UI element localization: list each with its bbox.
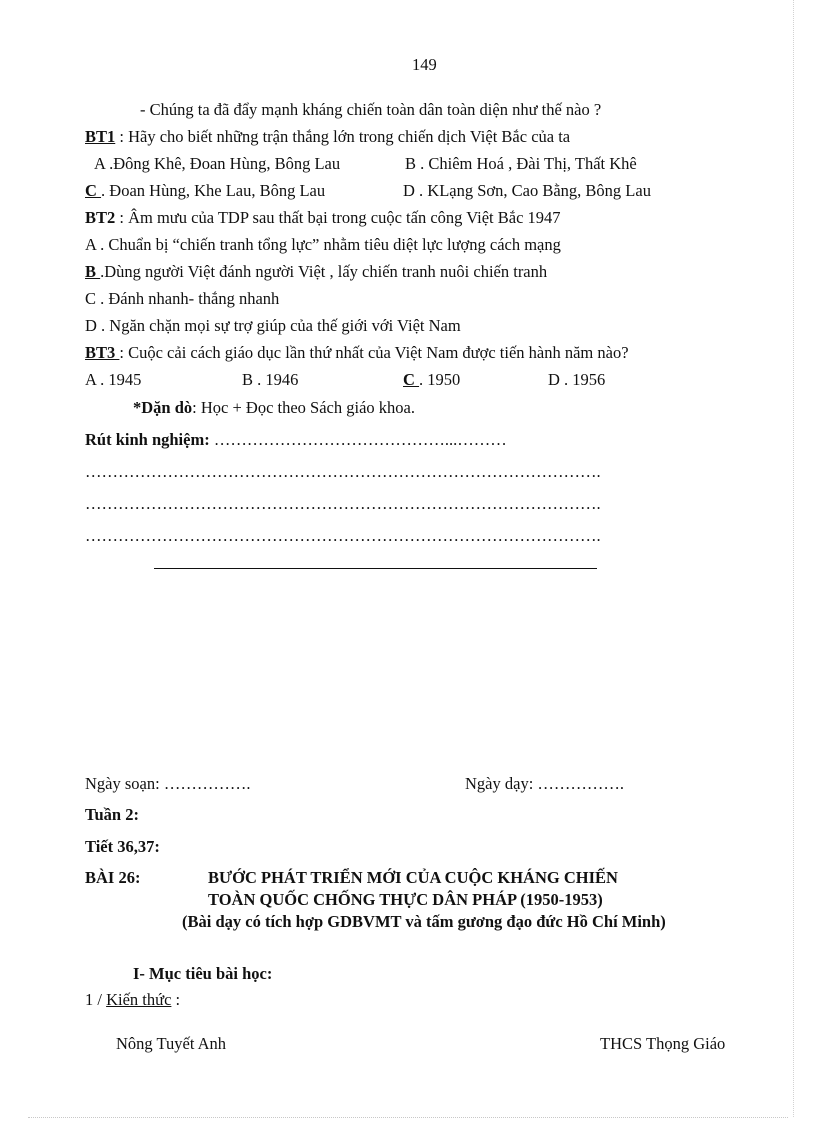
bt3-option-d: D . 1956 [548, 370, 606, 389]
lesson-title-line1: BƯỚC PHÁT TRIỂN MỚI CỦA CUỘC KHÁNG CHIẾN [208, 868, 618, 887]
homework-label: *Dặn dò [133, 398, 193, 417]
lesson-number: BÀI 26: [85, 868, 141, 887]
bt1-option-c [85, 181, 325, 201]
bt1-label: BT1 [85, 127, 116, 146]
page-number: 149 [412, 55, 437, 74]
bt1-answer-marker: C [85, 181, 102, 200]
bt3-question: : Cuộc cải cách giáo dục lần thứ nhất của Việt Nam được tiến hành năm nào? [119, 343, 629, 362]
experience-dots-line: …………………………………………………………………………………. [85, 462, 601, 481]
bt2-option-c: C . Đánh nhanh- thắng nhanh [85, 289, 280, 308]
bt1-option-b: B . Chiêm Hoá , Đài Thị, Thất Khê [405, 154, 637, 173]
section-divider [154, 568, 597, 569]
bt3-option-c-text: . 1950 [419, 370, 461, 389]
knowledge-label: Kiến thức [106, 990, 172, 1009]
prep-date: Ngày soạn: ……………. [85, 774, 251, 793]
bt2-question: : Âm mưu của TDP sau thất bại trong cuộc tấn công Việt Bắc 1947 [115, 208, 561, 227]
knowledge-prefix: 1 / [85, 990, 107, 1009]
bt1-option-d: D . KLạng Sơn, Cao Bằng, Bông Lau [403, 181, 651, 200]
bt3-option-b: B . 1946 [242, 370, 299, 389]
bt1-question-line [85, 127, 570, 147]
bt2-answer-marker: B [85, 262, 101, 281]
footer-author: Nông Tuyết Anh [116, 1034, 227, 1053]
homework-text: : Học + Đọc theo Sách giáo khoa. [192, 398, 415, 417]
periods-label: Tiết 36,37: [85, 837, 160, 856]
bt1-question: : Hãy cho biết những trận thắng lớn trong chiến dịch Việt Bắc của ta [115, 127, 571, 146]
experience-dots-inline: ……………………………………...……… [209, 430, 507, 449]
bt3-label: BT3 [85, 343, 120, 362]
experience-dots-line: …………………………………………………………………………………. [85, 526, 601, 545]
bt3-option-a: A . 1945 [85, 370, 142, 389]
knowledge-suffix: : [171, 990, 181, 1009]
experience-dots-line: …………………………………………………………………………………. [85, 494, 601, 513]
bt2-label: BT2 [85, 208, 116, 227]
knowledge-line [85, 990, 180, 1010]
page-bottom-border [28, 1117, 788, 1118]
bt2-option-d: D . Ngăn chặn mọi sự trợ giúp của thế giới với Việt Nam [85, 316, 461, 335]
bt2-option-b [85, 262, 547, 282]
experience-line [85, 430, 507, 450]
bt3-option-c [403, 370, 460, 390]
lead-question: - Chúng ta đã đẩy mạnh kháng chiến toàn dân toàn diện như thế nào ? [140, 100, 602, 119]
footer-school: THCS Thọng Giáo [600, 1034, 726, 1053]
teach-date: Ngày dạy: ……………. [465, 774, 625, 793]
bt1-option-c-text: . Đoan Hùng, Khe Lau, Bông Lau [101, 181, 326, 200]
bt2-question-line [85, 208, 561, 228]
bt3-question-line [85, 343, 629, 363]
bt3-answer-marker: C [403, 370, 420, 389]
lesson-title-line3: (Bài dạy có tích hợp GDBVMT và tấm gương đạo đức Hồ Chí Minh) [182, 912, 666, 931]
bt1-option-a: A .Đông Khê, Đoan Hùng, Bông Lau [94, 154, 341, 173]
bt2-option-a: A . Chuẩn bị “chiến tranh tổng lực” nhằm tiêu diệt lực lượng cách mạng [85, 235, 561, 254]
lesson-title-line2: TOÀN QUỐC CHỐNG THỰC DÂN PHÁP (1950-1953) [208, 890, 603, 909]
experience-label: Rút kinh nghiệm: [85, 430, 210, 449]
page-right-border [793, 0, 794, 1117]
objectives-heading: I- Mục tiêu bài học: [133, 964, 273, 983]
homework-line [133, 398, 415, 418]
week-label: Tuần 2: [85, 805, 139, 824]
bt2-option-b-text: .Dùng người Việt đánh người Việt , lấy chiến tranh nuôi chiến tranh [100, 262, 548, 281]
